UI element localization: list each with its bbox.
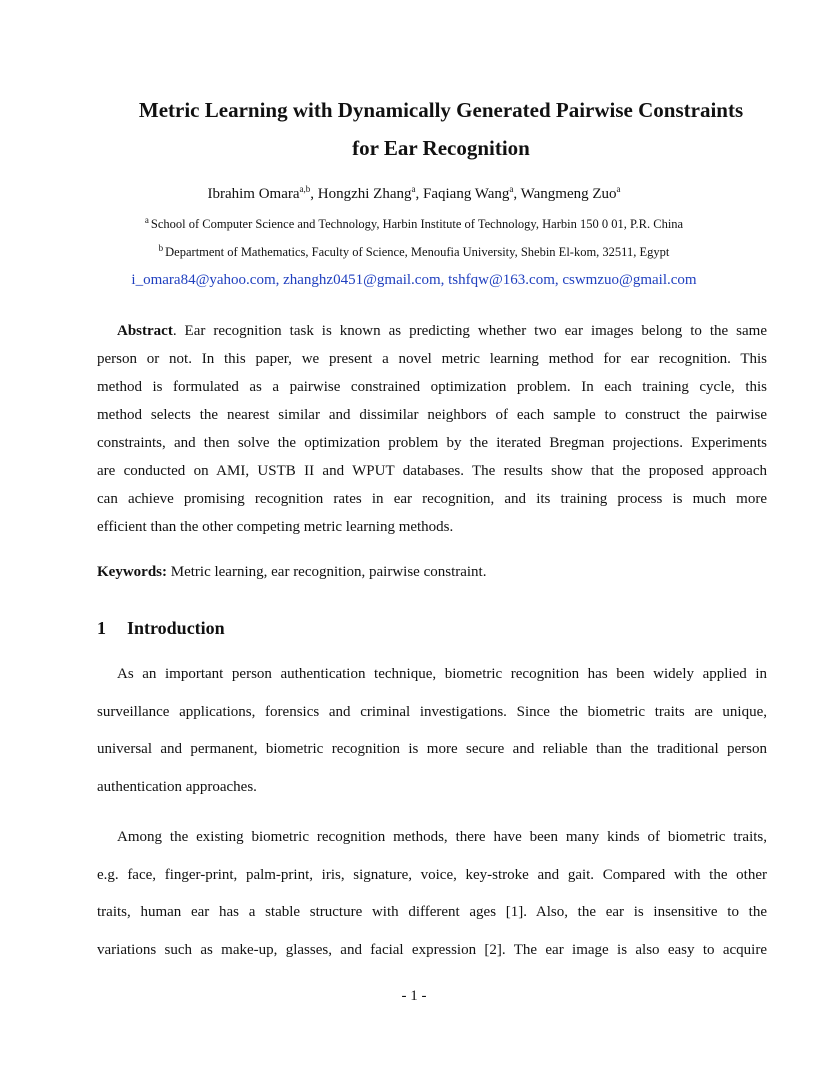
abstract-line: efficient than the other competing metric learning methods.: [97, 519, 454, 535]
affiliation-mark: a: [144, 215, 149, 225]
author-name: Wangmeng Zuo: [520, 186, 617, 202]
paper-title-line-1: Metric Learning with Dynamically Generated Pairwise Constraints: [138, 98, 744, 122]
abstract-line: method selects the nearest similar and dissimilar neighbors of each sample to construct the pairwise: [97, 407, 767, 423]
abstract-line: person or not. In this paper, we present a novel metric learning method for ear recognition. This: [97, 351, 767, 367]
affiliation-b: [0, 242, 828, 262]
author-affiliation-mark: a: [411, 184, 416, 194]
section-title: Introduction: [127, 618, 225, 638]
keywords: [97, 561, 767, 583]
page-number: - 1 -: [401, 988, 427, 1004]
paper-title-line-2: for Ear Recognition: [352, 136, 530, 160]
keywords-text: Metric learning, ear recognition, pairwise constraint.: [167, 564, 487, 580]
section-heading: [97, 616, 225, 640]
author-emails[interactable]: i_omara84@yahoo.com, zhanghz0451@gmail.com, tshfqw@163.com, cswmzuo@gmail.com: [131, 272, 697, 288]
affiliation-text: Department of Mathematics, Faculty of Science, Menoufia University, Shebin El-kom, 32511, Egypt: [165, 245, 670, 259]
intro-line: variations such as make-up, glasses, and facial expression [2]. The ear image is also easy to acquire: [97, 942, 767, 958]
abstract-line: are conducted on AMI, USTB II and WPUT databases. The results show that the proposed approach: [97, 463, 767, 479]
section-number: 1: [97, 618, 106, 638]
abstract-line: [117, 320, 767, 342]
keywords-label: Keywords:: [97, 564, 167, 580]
author-name: Faqiang Wang: [423, 186, 510, 202]
abstract-label: Abstract: [117, 323, 173, 339]
intro-line: traits, human ear has a stable structure with different ages [1]. Also, the ear is insensitive to the: [97, 904, 767, 920]
author-name: Hongzhi Zhang: [317, 186, 412, 202]
intro-line: surveillance applications, forensics and criminal investigations. Since the biometric traits are unique,: [97, 704, 767, 720]
intro-line: As an important person authentication technique, biometric recognition has been widely applied in: [117, 666, 767, 682]
author-name: Ibrahim Omara: [207, 186, 300, 202]
abstract-text: . Ear recognition task is known as predicting whether two ear images belong to the same: [172, 323, 767, 339]
intro-line: e.g. face, finger-print, palm-print, iris, signature, voice, key-stroke and gait. Compared with the other: [97, 867, 767, 883]
abstract-line: can achieve promising recognition rates in ear recognition, and its training process is much more: [97, 491, 767, 507]
intro-line: Among the existing biometric recognition methods, there have been many kinds of biometric traits,: [117, 829, 767, 845]
abstract-line: constraints, and then solve the optimization problem by the iterated Bregman projections. Experiments: [97, 435, 767, 451]
abstract-line: method is formulated as a pairwise constrained optimization problem. In each training cycle, this: [97, 379, 767, 395]
affiliation-mark: b: [158, 243, 164, 253]
author-affiliation-mark: a: [509, 184, 514, 194]
author-list: Ibrahim Omara$^{a,b}$, Hongzhi Zhang$^a$, Faqiang Wang$^a$, Wangmeng Zuo$^a$: [207, 184, 621, 202]
author-affiliation-mark: a: [616, 184, 621, 194]
author-affiliation-mark: a,b: [299, 184, 311, 194]
affiliation-a: [0, 214, 828, 234]
intro-line: universal and permanent, biometric recognition is more secure and reliable than the traditional person: [97, 741, 767, 757]
intro-line: authentication approaches.: [97, 779, 257, 795]
affiliation-text: School of Computer Science and Technology, Harbin Institute of Technology, Harbin 150 0 01, P.R. China: [150, 217, 684, 231]
